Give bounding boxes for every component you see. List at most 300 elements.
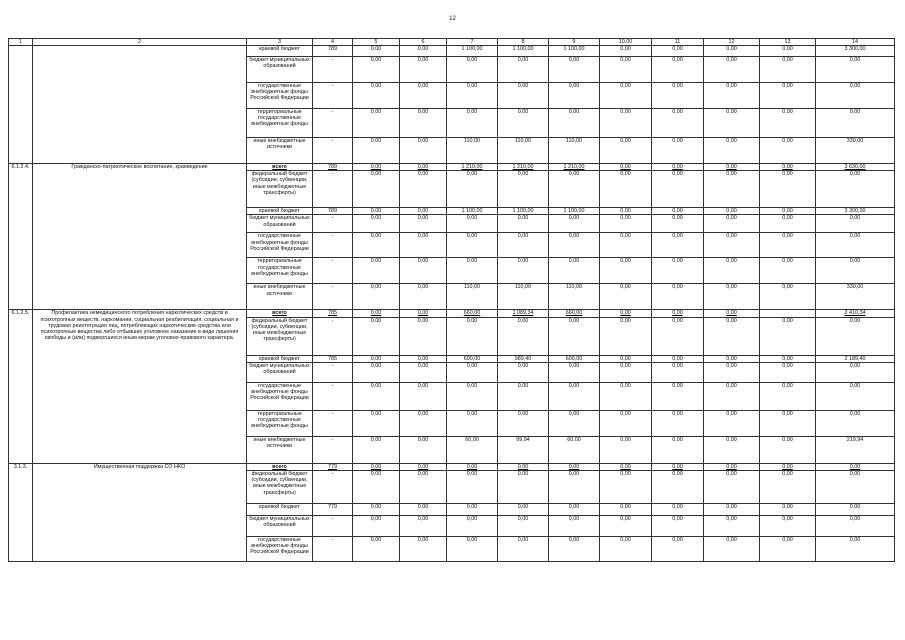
- amount-cell: 0,00: [353, 284, 400, 310]
- amount-cell: 0,00: [816, 471, 895, 504]
- funding-source: краевой бюджет: [247, 504, 313, 516]
- amount-cell: 0,00: [704, 164, 760, 171]
- agency-code: -: [313, 171, 353, 208]
- amount-cell: 0,00: [704, 355, 760, 362]
- amount-cell: 0,00: [353, 355, 400, 362]
- budget-table: [8, 38, 895, 562]
- amount-cell: 0,00: [652, 537, 704, 562]
- amount-cell: 0,00: [652, 57, 704, 83]
- amount-cell: 0,00: [549, 233, 600, 258]
- funding-source: иные внебюджетные источники: [247, 138, 313, 164]
- amount-cell: 0,00: [447, 471, 498, 504]
- amount-cell: 0,00: [498, 537, 549, 562]
- amount-cell: 0,00: [816, 57, 895, 83]
- amount-cell: 0,00: [400, 537, 447, 562]
- amount-cell: 2 410,34: [816, 310, 895, 317]
- amount-cell: 0,00: [704, 362, 760, 382]
- amount-cell: 110,00: [549, 284, 600, 310]
- funding-source: всего: [247, 463, 313, 470]
- amount-cell: 0,00: [400, 310, 447, 317]
- amount-cell: 0,00: [400, 362, 447, 382]
- item-name: Имущественная поддержка СО НКО: [33, 463, 247, 561]
- amount-cell: 0,00: [353, 109, 400, 138]
- agency-code: 785: [313, 355, 353, 362]
- amount-cell: 0,00: [760, 382, 816, 410]
- amount-cell: 0,00: [652, 516, 704, 537]
- amount-cell: 0,00: [498, 233, 549, 258]
- amount-cell: 0,00: [447, 317, 498, 355]
- amount-cell: 0,00: [353, 410, 400, 436]
- funding-source: иные внебюджетные источники: [247, 284, 313, 310]
- amount-cell: 330,00: [816, 284, 895, 310]
- agency-code: 789: [313, 208, 353, 215]
- funding-source: территориальные государственные внебюджетные фонды: [247, 258, 313, 284]
- amount-cell: 0,00: [353, 471, 400, 504]
- amount-cell: 0,00: [760, 317, 816, 355]
- amount-cell: 0,00: [760, 537, 816, 562]
- amount-cell: 0,00: [447, 382, 498, 410]
- amount-cell: 0,00: [704, 382, 760, 410]
- amount-cell: 0,00: [600, 164, 652, 171]
- amount-cell: 0,00: [704, 233, 760, 258]
- amount-cell: 3 300,00: [816, 46, 895, 57]
- funding-source: бюджет муниципальных образований: [247, 516, 313, 537]
- amount-cell: 0,00: [447, 463, 498, 470]
- funding-source: территориальные государственные внебюджетные фонды: [247, 410, 313, 436]
- column-number: 8: [498, 39, 549, 46]
- amount-cell: 0,00: [353, 310, 400, 317]
- amount-cell: 600,00: [447, 355, 498, 362]
- amount-cell: 0,00: [760, 258, 816, 284]
- amount-cell: 0,00: [760, 284, 816, 310]
- agency-code: 779: [313, 463, 353, 470]
- amount-cell: 0,00: [400, 471, 447, 504]
- amount-cell: 0,00: [549, 516, 600, 537]
- amount-cell: 0,00: [400, 504, 447, 516]
- amount-cell: 0,00: [652, 109, 704, 138]
- amount-cell: 0,00: [760, 436, 816, 463]
- amount-cell: 0,00: [498, 83, 549, 109]
- amount-cell: 1 089,34: [498, 310, 549, 317]
- amount-cell: 0,00: [400, 138, 447, 164]
- amount-cell: 0,00: [400, 463, 447, 470]
- amount-cell: 0,00: [704, 463, 760, 470]
- amount-cell: 0,00: [600, 138, 652, 164]
- amount-cell: 3 630,00: [816, 164, 895, 171]
- item-code: [9, 46, 33, 164]
- agency-code: -: [313, 138, 353, 164]
- amount-cell: 0,00: [600, 258, 652, 284]
- funding-source: государственные внебюджетные фонды Российской Федерации: [247, 537, 313, 562]
- amount-cell: 0,00: [652, 382, 704, 410]
- amount-cell: 0,00: [704, 83, 760, 109]
- funding-source: краевой бюджет: [247, 208, 313, 215]
- amount-cell: 0,00: [600, 382, 652, 410]
- amount-cell: 0,00: [600, 362, 652, 382]
- amount-cell: 0,00: [549, 258, 600, 284]
- amount-cell: 0,00: [652, 504, 704, 516]
- total-row: [9, 463, 895, 470]
- column-number: 2: [33, 39, 247, 46]
- amount-cell: 0,00: [353, 233, 400, 258]
- amount-cell: 0,00: [498, 410, 549, 436]
- funding-source: федеральный бюджет (субсидии, субвенции, иные межбюджетные трансферты): [247, 471, 313, 504]
- amount-cell: 3 300,00: [816, 208, 895, 215]
- amount-cell: 0,00: [600, 46, 652, 57]
- total-row: [9, 310, 895, 317]
- funding-source: бюджет муниципальных образований: [247, 362, 313, 382]
- amount-cell: 0,00: [549, 504, 600, 516]
- amount-cell: 0,00: [353, 208, 400, 215]
- amount-cell: 0,00: [549, 463, 600, 470]
- amount-cell: 0,00: [400, 284, 447, 310]
- amount-cell: 0,00: [400, 164, 447, 171]
- amount-cell: 0,00: [600, 83, 652, 109]
- amount-cell: 0,00: [760, 355, 816, 362]
- column-number: 14: [816, 39, 895, 46]
- amount-cell: 0,00: [549, 362, 600, 382]
- amount-cell: 0,00: [498, 463, 549, 470]
- amount-cell: 0,00: [652, 284, 704, 310]
- amount-cell: 0,00: [353, 537, 400, 562]
- amount-cell: 0,00: [447, 504, 498, 516]
- amount-cell: 0,00: [400, 208, 447, 215]
- amount-cell: 0,00: [400, 171, 447, 208]
- amount-cell: 0,00: [600, 463, 652, 470]
- amount-cell: 0,00: [600, 109, 652, 138]
- agency-code: -: [313, 362, 353, 382]
- amount-cell: 0,00: [400, 83, 447, 109]
- agency-code: -: [313, 317, 353, 355]
- agency-code: 779: [313, 504, 353, 516]
- amount-cell: 0,00: [600, 233, 652, 258]
- item-code: 3.1.3.: [9, 463, 33, 561]
- amount-cell: 0,00: [549, 537, 600, 562]
- amount-cell: 0,00: [498, 258, 549, 284]
- amount-cell: 0,00: [816, 317, 895, 355]
- amount-cell: 600,00: [549, 355, 600, 362]
- amount-cell: 0,00: [400, 355, 447, 362]
- amount-cell: 1 100,00: [549, 46, 600, 57]
- amount-cell: 0,00: [704, 504, 760, 516]
- amount-cell: 219,94: [816, 436, 895, 463]
- amount-cell: 0,00: [816, 215, 895, 233]
- amount-cell: 0,00: [760, 215, 816, 233]
- amount-cell: 0,00: [704, 317, 760, 355]
- agency-code: -: [313, 233, 353, 258]
- amount-cell: 0,00: [353, 382, 400, 410]
- column-number: 6: [400, 39, 447, 46]
- item-code: 6.1.2.5.: [9, 310, 33, 463]
- amount-cell: 1 210,00: [549, 164, 600, 171]
- amount-cell: 99,94: [498, 436, 549, 463]
- item-name: Профилактика немедицинского потребления наркотических средств и психотропных веществ, наркомании, социальная реабилитация, социальная и трудовая реинтеграция лиц, потребляющих наркотические средства или психотропные вещества либо отбывших уголовное наказание в виде лишения свободы и (или) подвергшихся иным мерам уголовно-правового характера.: [33, 310, 247, 463]
- amount-cell: 0,00: [447, 362, 498, 382]
- amount-cell: 0,00: [704, 46, 760, 57]
- column-number: 12: [704, 39, 760, 46]
- amount-cell: 0,00: [760, 46, 816, 57]
- column-number: 1: [9, 39, 33, 46]
- amount-cell: 0,00: [816, 504, 895, 516]
- funding-source: государственные внебюджетные фонды Российской Федерации: [247, 382, 313, 410]
- amount-cell: 0,00: [704, 57, 760, 83]
- amount-cell: 660,00: [549, 310, 600, 317]
- agency-code: -: [313, 83, 353, 109]
- amount-cell: 110,00: [549, 138, 600, 164]
- amount-cell: 0,00: [600, 317, 652, 355]
- amount-cell: 0,00: [704, 208, 760, 215]
- agency-code: -: [313, 109, 353, 138]
- amount-cell: 0,00: [400, 46, 447, 57]
- amount-cell: 0,00: [498, 382, 549, 410]
- amount-cell: [760, 310, 816, 317]
- amount-cell: 0,00: [447, 171, 498, 208]
- amount-cell: 0,00: [652, 83, 704, 109]
- amount-cell: 0,00: [652, 258, 704, 284]
- amount-cell: 1 210,00: [447, 164, 498, 171]
- amount-cell: 0,00: [652, 46, 704, 57]
- amount-cell: 1 210,00: [498, 164, 549, 171]
- amount-cell: 0,00: [652, 208, 704, 215]
- item-name: Гражданско-патриотическое воспитание, краеведение: [33, 164, 247, 310]
- amount-cell: 0,00: [704, 109, 760, 138]
- table-body: [9, 46, 895, 562]
- amount-cell: 0,00: [816, 109, 895, 138]
- funding-source: федеральный бюджет (субсидии, субвенции, иные межбюджетные трансферты): [247, 171, 313, 208]
- amount-cell: 0,00: [760, 208, 816, 215]
- amount-cell: 0,00: [652, 362, 704, 382]
- amount-cell: 0,00: [400, 516, 447, 537]
- amount-cell: 0,00: [652, 317, 704, 355]
- amount-cell: 0,00: [498, 171, 549, 208]
- amount-cell: 0,00: [704, 537, 760, 562]
- amount-cell: 0,00: [760, 410, 816, 436]
- amount-cell: 0,00: [498, 516, 549, 537]
- amount-cell: 0,00: [498, 471, 549, 504]
- agency-code: -: [313, 516, 353, 537]
- agency-code: -: [313, 382, 353, 410]
- amount-cell: 110,00: [447, 138, 498, 164]
- column-number: 3: [247, 39, 313, 46]
- funding-source: краевой бюджет: [247, 355, 313, 362]
- amount-cell: 0,00: [704, 471, 760, 504]
- amount-cell: 0,00: [652, 310, 704, 317]
- amount-cell: 0,00: [652, 171, 704, 208]
- amount-cell: 0,00: [549, 215, 600, 233]
- amount-cell: 0,00: [760, 463, 816, 470]
- total-row: [9, 164, 895, 171]
- amount-cell: 0,00: [816, 410, 895, 436]
- column-number: 5: [353, 39, 400, 46]
- amount-cell: 0,00: [447, 83, 498, 109]
- item-name: [33, 46, 247, 164]
- funding-source: иные внебюджетные источники: [247, 436, 313, 463]
- amount-cell: 0,00: [549, 83, 600, 109]
- amount-cell: 0,00: [600, 57, 652, 83]
- amount-cell: 0,00: [760, 504, 816, 516]
- amount-cell: 0,00: [816, 537, 895, 562]
- amount-cell: 0,00: [400, 382, 447, 410]
- amount-cell: 2 189,40: [816, 355, 895, 362]
- amount-cell: 0,00: [400, 233, 447, 258]
- funding-source: государственные внебюджетные фонды Российской Федерации: [247, 233, 313, 258]
- amount-cell: 110,00: [447, 284, 498, 310]
- amount-cell: 0,00: [652, 215, 704, 233]
- amount-cell: 0,00: [760, 109, 816, 138]
- amount-cell: 0,00: [400, 436, 447, 463]
- amount-cell: 0,00: [652, 355, 704, 362]
- amount-cell: 0,00: [652, 410, 704, 436]
- page-number: 12: [449, 16, 456, 22]
- amount-cell: 0,00: [760, 516, 816, 537]
- amount-cell: 0,00: [353, 504, 400, 516]
- agency-code: 789: [313, 164, 353, 171]
- amount-cell: 0,00: [760, 138, 816, 164]
- amount-cell: 0,00: [549, 471, 600, 504]
- funding-source: всего: [247, 310, 313, 317]
- column-number: 7: [447, 39, 498, 46]
- amount-cell: 60,00: [549, 436, 600, 463]
- amount-cell: 0,00: [600, 208, 652, 215]
- amount-cell: 0,00: [498, 215, 549, 233]
- amount-cell: 0,00: [447, 516, 498, 537]
- amount-cell: 0,00: [353, 317, 400, 355]
- amount-cell: 1 100,00: [498, 46, 549, 57]
- amount-cell: 0,00: [447, 258, 498, 284]
- agency-code: -: [313, 410, 353, 436]
- amount-cell: 0,00: [652, 233, 704, 258]
- amount-cell: 989,40: [498, 355, 549, 362]
- amount-cell: 0,00: [549, 382, 600, 410]
- amount-cell: 0,00: [353, 171, 400, 208]
- amount-cell: 0,00: [498, 57, 549, 83]
- amount-cell: 0,00: [600, 171, 652, 208]
- agency-code: 789: [313, 46, 353, 57]
- amount-cell: 60,00: [447, 436, 498, 463]
- amount-cell: 0,00: [704, 138, 760, 164]
- amount-cell: 0,00: [816, 171, 895, 208]
- amount-cell: 0,00: [600, 284, 652, 310]
- amount-cell: 0,00: [600, 355, 652, 362]
- amount-cell: 0,00: [704, 410, 760, 436]
- amount-cell: 0,00: [353, 258, 400, 284]
- funding-source: бюджет муниципальных образований: [247, 215, 313, 233]
- amount-cell: 0,00: [600, 471, 652, 504]
- agency-code: -: [313, 436, 353, 463]
- column-number: 4: [313, 39, 353, 46]
- column-number: 11: [652, 39, 704, 46]
- amount-cell: 0,00: [447, 215, 498, 233]
- amount-cell: 0,00: [760, 471, 816, 504]
- amount-cell: 0,00: [400, 258, 447, 284]
- amount-cell: 0,00: [549, 317, 600, 355]
- amount-cell: 0,00: [760, 362, 816, 382]
- funding-source: краевой бюджет: [247, 46, 313, 57]
- amount-cell: 0,00: [400, 109, 447, 138]
- amount-cell: 0,00: [652, 164, 704, 171]
- amount-cell: 0,00: [447, 233, 498, 258]
- amount-cell: 0,00: [816, 382, 895, 410]
- agency-code: -: [313, 537, 353, 562]
- amount-cell: 0,00: [704, 258, 760, 284]
- amount-cell: 0,00: [600, 516, 652, 537]
- amount-cell: 0,00: [353, 362, 400, 382]
- amount-cell: 0,00: [400, 57, 447, 83]
- amount-cell: 1 100,00: [498, 208, 549, 215]
- amount-cell: 0,00: [816, 362, 895, 382]
- amount-cell: 0,00: [400, 410, 447, 436]
- agency-code: -: [313, 215, 353, 233]
- column-number: 10.00: [600, 39, 652, 46]
- amount-cell: 0,00: [816, 258, 895, 284]
- funding-source: бюджет муниципальных образований: [247, 57, 313, 83]
- amount-cell: 110,00: [498, 138, 549, 164]
- item-code: 6.1.2.4.: [9, 164, 33, 310]
- column-number: 13: [760, 39, 816, 46]
- amount-cell: 0,00: [652, 471, 704, 504]
- amount-cell: 0,00: [704, 284, 760, 310]
- agency-code: -: [313, 471, 353, 504]
- amount-cell: 0,00: [816, 463, 895, 470]
- amount-cell: 0,00: [600, 310, 652, 317]
- amount-cell: 0,00: [704, 215, 760, 233]
- amount-cell: 0,00: [353, 46, 400, 57]
- amount-cell: 0,00: [600, 410, 652, 436]
- amount-cell: 660,00: [447, 310, 498, 317]
- amount-cell: 110,00: [498, 284, 549, 310]
- amount-cell: 0,00: [498, 362, 549, 382]
- amount-cell: 0,00: [704, 516, 760, 537]
- amount-cell: 0,00: [600, 436, 652, 463]
- amount-cell: 0,00: [447, 537, 498, 562]
- amount-cell: 0,00: [549, 109, 600, 138]
- amount-cell: 0,00: [353, 436, 400, 463]
- amount-cell: 0,00: [400, 317, 447, 355]
- amount-cell: 0,00: [816, 83, 895, 109]
- amount-cell: 1 100,00: [447, 46, 498, 57]
- amount-cell: 0,00: [498, 109, 549, 138]
- amount-cell: 0,00: [498, 317, 549, 355]
- amount-cell: 1 100,00: [549, 208, 600, 215]
- amount-cell: 0,00: [652, 436, 704, 463]
- funding-source: государственные внебюджетные фонды Российской Федерации: [247, 83, 313, 109]
- funding-source: всего: [247, 164, 313, 171]
- column-number: 9: [549, 39, 600, 46]
- amount-cell: 0,00: [353, 463, 400, 470]
- amount-cell: 0,00: [549, 410, 600, 436]
- amount-cell: 0,00: [652, 463, 704, 470]
- amount-cell: 0,00: [760, 57, 816, 83]
- amount-cell: 0,00: [600, 215, 652, 233]
- amount-cell: 0,00: [353, 516, 400, 537]
- amount-cell: 0,00: [447, 109, 498, 138]
- funding-source: федеральный бюджет (субсидии, субвенции, иные межбюджетные трансферты): [247, 317, 313, 355]
- amount-cell: 0,00: [816, 233, 895, 258]
- amount-cell: 0,00: [704, 436, 760, 463]
- amount-cell: 0,00: [760, 83, 816, 109]
- amount-cell: 0,00: [760, 233, 816, 258]
- amount-cell: 0,00: [447, 410, 498, 436]
- amount-cell: 0,00: [549, 57, 600, 83]
- amount-cell: 0,00: [760, 164, 816, 171]
- amount-cell: 1 100,00: [447, 208, 498, 215]
- table-row: [9, 46, 895, 57]
- amount-cell: 330,00: [816, 138, 895, 164]
- amount-cell: 0,00: [353, 215, 400, 233]
- amount-cell: 0,00: [353, 57, 400, 83]
- amount-cell: 0,00: [704, 310, 760, 317]
- amount-cell: 0,00: [816, 516, 895, 537]
